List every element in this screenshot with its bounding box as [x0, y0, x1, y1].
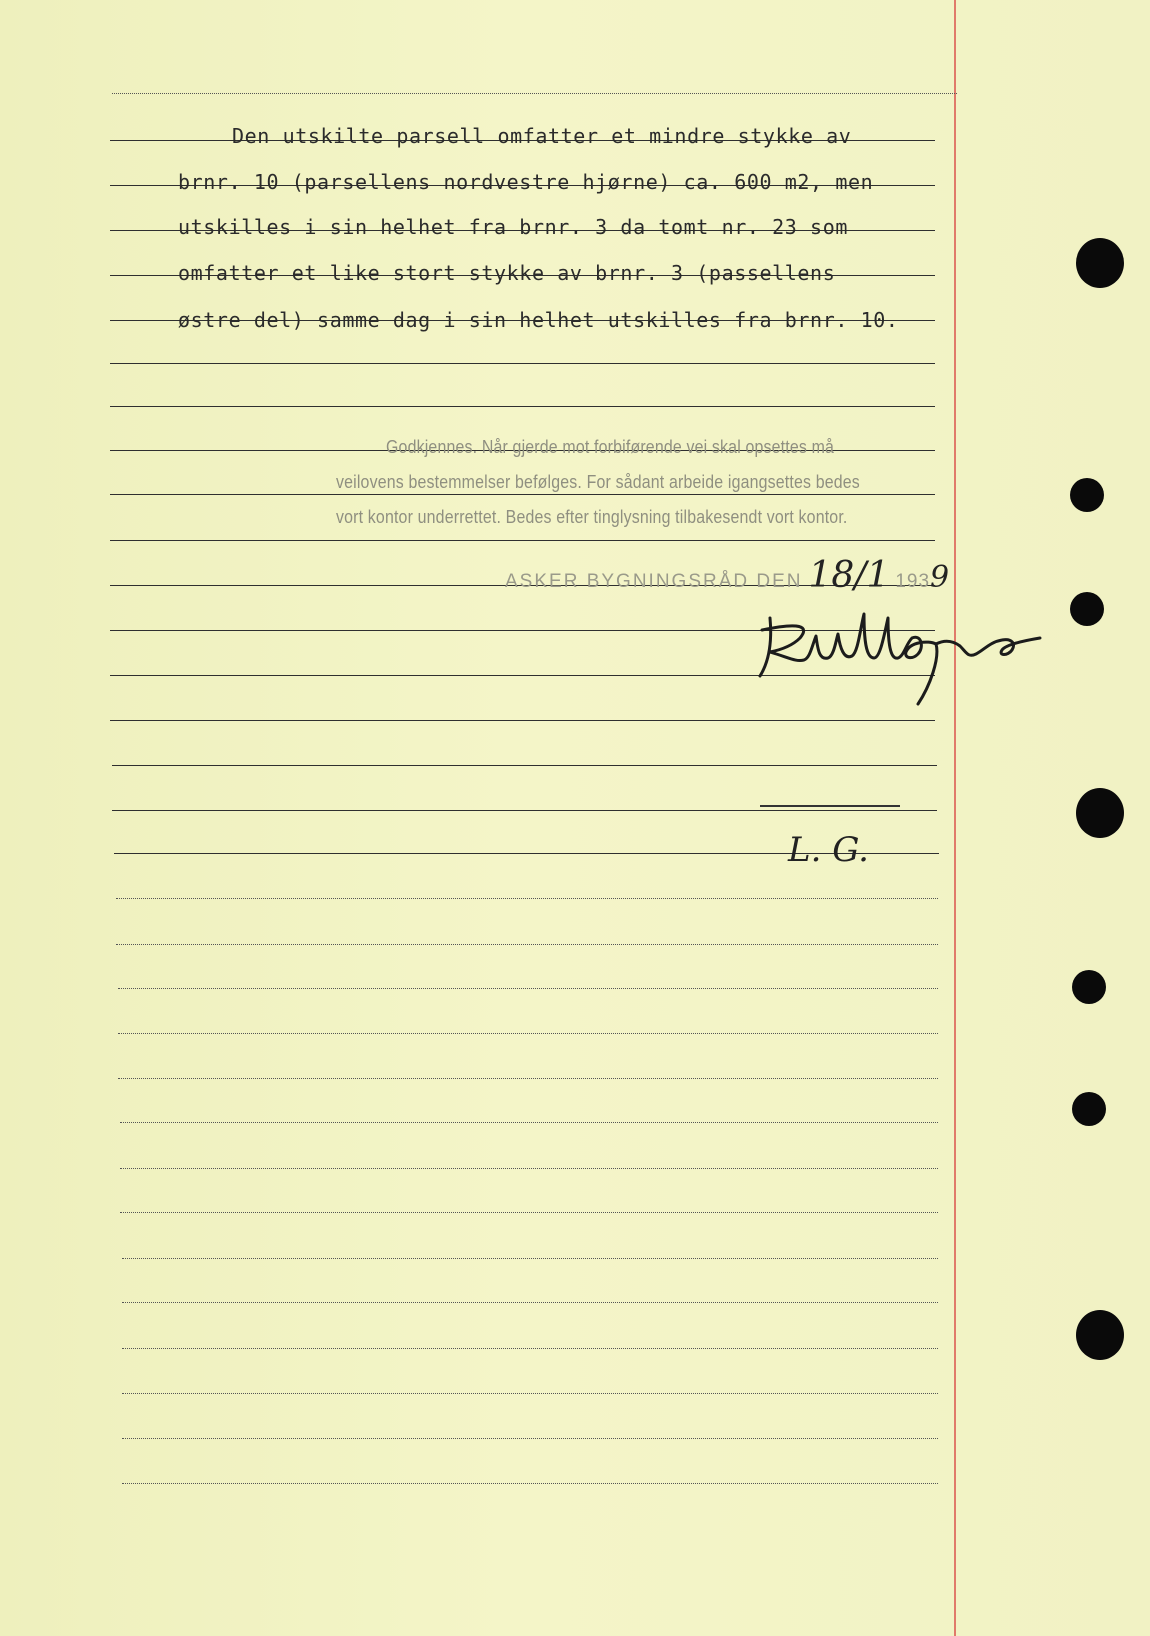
ruled-line — [112, 765, 937, 766]
ruled-line — [118, 988, 938, 989]
ruled-line — [122, 1483, 938, 1484]
handwritten-initials: L. G. — [788, 830, 869, 870]
typed-line-5: østre del) samme dag i sin helhet utskilles fra brnr. 10. — [178, 308, 899, 332]
punch-hole — [1070, 478, 1104, 512]
stamp-office-line — [505, 555, 950, 596]
ruled-line — [110, 540, 935, 541]
ruled-line — [110, 494, 935, 495]
ruled-line — [110, 363, 935, 364]
stamp-handwritten-date: 18/1 — [808, 555, 890, 596]
punch-hole — [1076, 788, 1124, 838]
stamp-year-handwritten: 9 — [930, 560, 951, 595]
signature — [740, 600, 1050, 710]
punch-hole — [1076, 1310, 1124, 1360]
ruled-line — [112, 810, 937, 811]
punch-hole — [1072, 970, 1106, 1004]
typed-line-2: brnr. 10 (parsellens nordvestre hjørne) ca. 600 m2, men — [178, 170, 874, 194]
typed-line-4: omfatter et like stort stykke av brnr. 3 (passellens — [178, 261, 836, 285]
stamp-line-3: vort kontor underrettet. Bedes efter tinglysning tilbakesendt vort kontor. — [336, 506, 848, 527]
ruled-line — [118, 1078, 938, 1079]
ruled-line — [122, 1302, 938, 1303]
initials-underline — [760, 805, 900, 807]
ruled-line — [112, 93, 957, 94]
ruled-line — [110, 720, 935, 721]
ruled-line — [118, 1033, 938, 1034]
ruled-line — [110, 406, 935, 407]
ruled-line — [122, 1258, 938, 1259]
ruled-line — [116, 944, 938, 945]
ruled-line — [122, 1393, 938, 1394]
ruled-line — [122, 1438, 938, 1439]
ruled-line — [120, 1212, 938, 1213]
punch-hole — [1072, 1092, 1106, 1126]
ruled-line — [120, 1122, 938, 1123]
ruled-line — [120, 1168, 938, 1169]
typed-line-3: utskilles i sin helhet fra brnr. 3 da tomt nr. 23 som — [178, 215, 848, 239]
stamp-line-1: Godkjennes. Når gjerde mot forbiførende vei skal opsettes må — [386, 436, 835, 457]
stamp-line-2: veilovens bestemmelser befølges. For sådant arbeide igangsettes bedes — [336, 471, 860, 492]
ruled-line — [116, 898, 938, 899]
stamp-office-name: ASKER BYGNINGSRÅD DEN — [505, 571, 803, 592]
typed-line-1: Den utskilte parsell omfatter et mindre stykke av — [232, 124, 852, 148]
ruled-line — [122, 1348, 938, 1349]
punch-hole — [1076, 238, 1124, 288]
stamp-year-printed: 193 — [895, 571, 931, 592]
margin-rule — [954, 0, 956, 1636]
punch-hole — [1070, 592, 1104, 626]
